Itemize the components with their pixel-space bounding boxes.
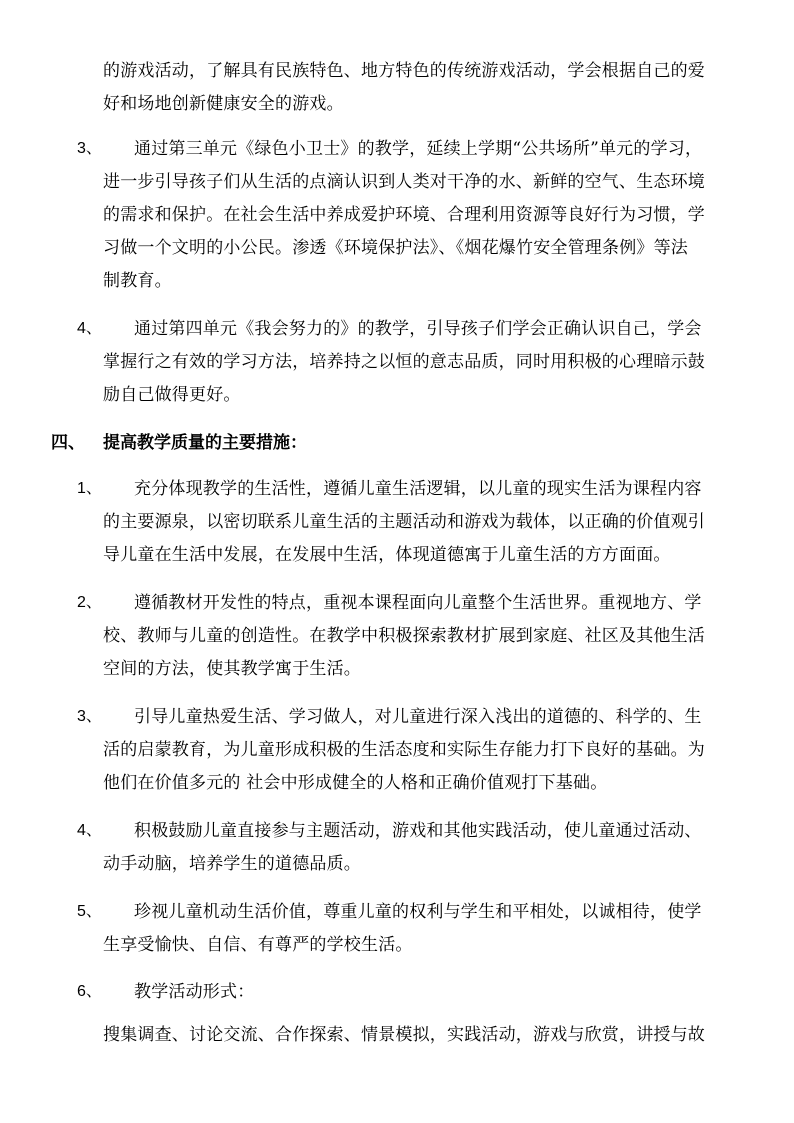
list-number: 4、: [77, 320, 102, 337]
paragraph-line: 生享受愉快、自信、有尊严的学校生活。: [103, 935, 413, 955]
section-heading: 提高教学质量的主要措施：: [103, 433, 307, 453]
list-number: 5、: [77, 903, 102, 920]
paragraph-line: 空间的方法，使其教学寓于生活。: [103, 659, 361, 679]
paragraph-line: 的主要源泉，以密切联系儿童生活的主题活动和游戏为载体，以正确的价值观引: [103, 512, 705, 532]
paragraph-line: 充分体现教学的生活性，遵循儿童生活逻辑，以儿童的现实生活为课程内容: [134, 479, 702, 499]
paragraph-line: 的游戏活动，了解具有民族特色、地方特色的传统游戏活动，学会根据自己的爱: [103, 61, 705, 81]
paragraph-line: 通过第四单元《我会努力的》的教学，引导孩子们学会正确认识自己，学会: [134, 319, 702, 339]
paragraph-line: 教学活动形式：: [134, 982, 255, 1002]
list-number: 3、: [77, 140, 102, 157]
paragraph-line: 珍视儿童机动生活价值，尊重儿童的权利与学生和平相处，以诚相待，使学: [134, 902, 702, 922]
paragraph-line: 进一步引导孩子们从生活的点滴认识到人类对干净的水、新鲜的空气、生态环境: [103, 172, 705, 192]
paragraph-line: 引导儿童热爱生活、学习做人，对儿童进行深入浅出的道德的、科学的、生: [134, 707, 702, 727]
section-number: 四、: [51, 433, 85, 453]
paragraph-line: 好和场地创新健康安全的游戏。: [103, 94, 344, 114]
paragraph-line: 搜集调查、讨论交流、合作探索、情景模拟，实践活动，游戏与欣赏，讲授与故: [103, 1025, 705, 1045]
paragraph-line: 积极鼓励儿童直接参与主题活动，游戏和其他实践活动，使儿童通过活动、: [134, 821, 702, 841]
paragraph-line: 习做一个文明的小公民。渗透《环境保护法》、《烟花爆竹安全管理条例》等法: [103, 238, 688, 258]
paragraph-line: 遵循教材开发性的特点，重视本课程面向儿童整个生活世界。重视地方、学: [134, 593, 702, 613]
list-number: 6、: [77, 983, 102, 1000]
list-number: 3、: [77, 708, 102, 725]
paragraph-line: 活的启蒙教育，为儿童形成积极的生活态度和实际生存能力打下良好的基础。为: [103, 740, 705, 760]
paragraph-line: 掌握行之有效的学习方法，培养持之以恒的意志品质，同时用积极的心理暗示鼓: [103, 352, 705, 372]
list-number: 2、: [77, 594, 102, 611]
list-number: 1、: [77, 480, 102, 497]
paragraph-line: 的需求和保护。在社会生活中养成爱护环境、合理利用资源等良好行为习惯，学: [103, 205, 705, 225]
paragraph-line: 动手动脑，培养学生的道德品质。: [103, 854, 361, 874]
paragraph-line: 导儿童在生活中发展，在发展中生活，体现道德寓于儿童生活的方方面面。: [103, 545, 671, 565]
paragraph-line: 他们在价值多元的 社会中形成健全的人格和正确价值观打下基础。: [103, 773, 608, 793]
paragraph-line: 校、教师与儿童的创造性。在教学中积极探索教材扩展到家庭、社区及其他生活: [103, 626, 705, 646]
paragraph-line: 通过第三单元《绿色小卫士》的教学，延续上学期“公共场所”单元的学习，: [134, 139, 703, 159]
paragraph-line: 励自己做得更好。: [103, 385, 241, 405]
list-number: 4、: [77, 822, 102, 839]
paragraph-line: 制教育。: [103, 271, 172, 291]
